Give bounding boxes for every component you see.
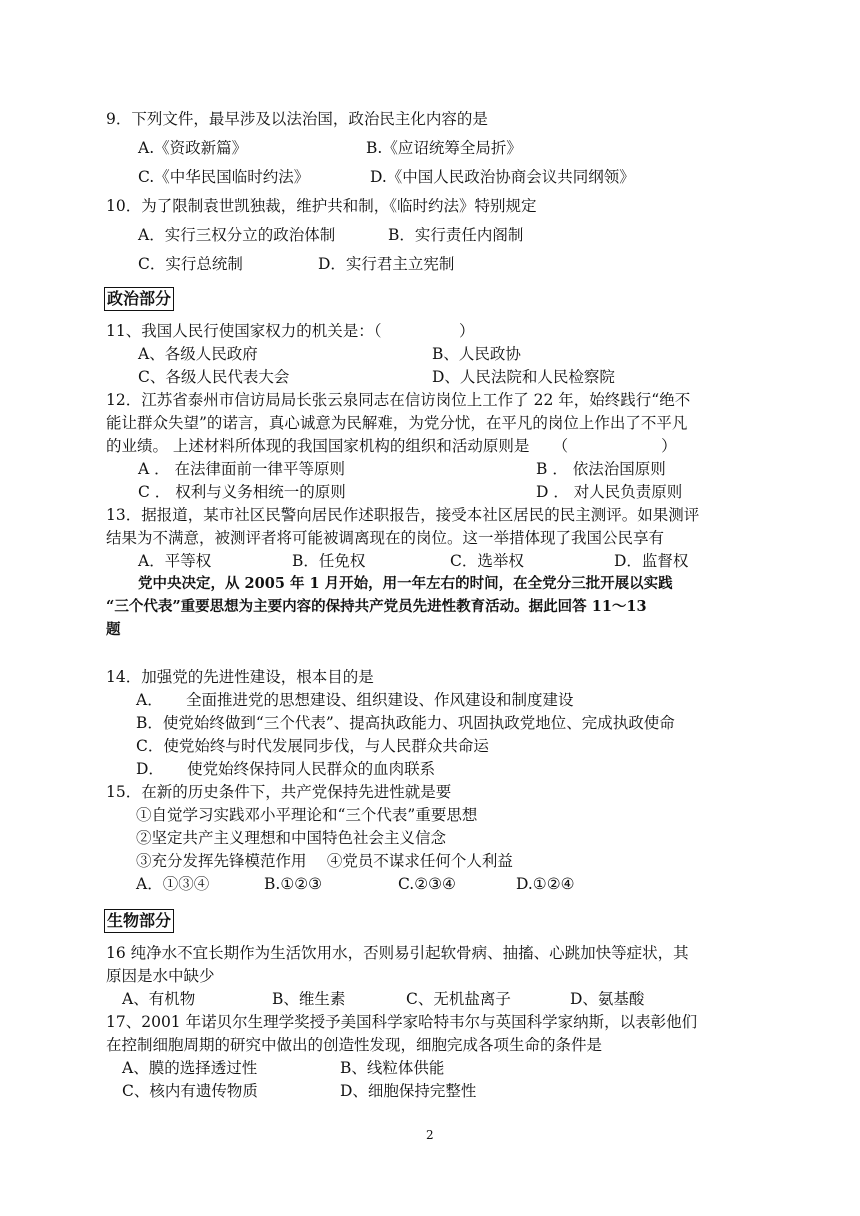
q17-option-a: A、膜的选择透过性 bbox=[122, 1059, 258, 1077]
q10-option-a: A．实行三权分立的政治体制 bbox=[138, 226, 336, 244]
q10-option-c: C．实行总统制 bbox=[138, 255, 243, 273]
page-number: 2 bbox=[426, 1128, 434, 1142]
q12-line-2: 能让群众失望”的诺言，真心诚意为民解难，为党分忧，在平凡的岗位上作出了不平凡 bbox=[106, 414, 688, 432]
q10-option-b: B．实行责任内阁制 bbox=[388, 226, 524, 244]
q13-option-d: D．监督权 bbox=[614, 552, 689, 570]
q15-statement-1: ①自觉学习实践邓小平理论和“三个代表”重要思想 bbox=[136, 806, 478, 824]
q12-option-b: B ． 依法治国原则 bbox=[536, 460, 666, 478]
q13-option-b: B．任免权 bbox=[292, 552, 366, 570]
q14-option-a: A． 全面推进党的思想建设、组织建设、作风建设和制度建设 bbox=[136, 691, 574, 709]
q15-option-b: B.①②③ bbox=[264, 875, 323, 893]
q15-option-c: C.②③④ bbox=[398, 875, 456, 893]
q16-line-2: 原因是水中缺少 bbox=[106, 967, 215, 985]
context-line-1: 党中央决定，从 2005 年 1 月开始，用一年左右的时间，在全党分三批开展以实践 bbox=[138, 575, 673, 592]
q15-option-d: D.①②④ bbox=[516, 875, 575, 893]
context-line-3: 题 bbox=[106, 621, 121, 638]
q9-option-c: C.《中华民国临时约法》 bbox=[138, 168, 310, 186]
q12-option-d: D ． 对人民负责原则 bbox=[536, 483, 683, 501]
q13-line-2: 结果为不满意，被测评者将可能被调离现在的岗位。这一举措体现了我国公民享有 bbox=[106, 529, 665, 547]
q9-stem: 9．下列文件，最早涉及以法治国，政治民主化内容的是 bbox=[106, 110, 488, 128]
context-line-2: “三个代表”重要思想为主要内容的保持共产党员先进性教育活动。据此回答 11～13 bbox=[106, 598, 647, 615]
q16-option-a: A、有机物 bbox=[122, 990, 196, 1008]
q13-line-1: 13．据报道，某市社区民警向居民作述职报告，接受本社区居民的民主测评。如果测评 bbox=[106, 506, 700, 524]
q15-statement-2: ②坚定共产主义理想和中国特色社会主义信念 bbox=[136, 829, 447, 847]
q9-option-a: A.《资政新篇》 bbox=[138, 139, 248, 157]
q14-option-d: D． 使党始终保持同人民群众的血肉联系 bbox=[136, 760, 436, 778]
q16-option-b: B、维生素 bbox=[272, 990, 346, 1008]
q16-option-d: D、氨基酸 bbox=[570, 990, 645, 1008]
q17-line-2: 在控制细胞周期的研究中做出的创造性发现，细胞完成各项生命的条件是 bbox=[106, 1036, 603, 1054]
q12-line-3: 的业绩。 上述材料所体现的我国国家机构的组织和活动原则是 （ ） bbox=[106, 437, 677, 455]
q16-line-1: 16 纯净水不宜长期作为生活饮用水，否则易引起软骨病、抽搐、心跳加快等症状，其 bbox=[106, 944, 689, 962]
q17-line-1: 17、2001 年诺贝尔生理学奖授予美国科学家哈特韦尔与英国科学家纳斯，以表彰他们 bbox=[106, 1013, 698, 1031]
q14-option-b: B．使党始终做到“三个代表”、提高执政能力、巩固执政党地位、完成执政使命 bbox=[136, 714, 675, 732]
q17-option-c: C、核内有遗传物质 bbox=[122, 1082, 258, 1100]
section-heading-politics: 政治部分 bbox=[104, 287, 174, 311]
q16-option-c: C、无机盐离子 bbox=[406, 990, 511, 1008]
q12-option-c: C ． 权利与义务相统一的原则 bbox=[138, 483, 346, 501]
q10-option-d: D．实行君主立宪制 bbox=[318, 255, 455, 273]
q9-option-d: D.《中国人民政治协商会议共同纲领》 bbox=[370, 168, 635, 186]
q17-option-b: B、线粒体供能 bbox=[340, 1059, 445, 1077]
q9-option-b: B.《应诏统筹全局折》 bbox=[366, 139, 522, 157]
q13-option-a: A．平等权 bbox=[138, 552, 212, 570]
section-heading-biology: 生物部分 bbox=[104, 909, 174, 933]
q10-stem: 10．为了限制袁世凯独裁，维护共和制，《临时约法》特别规定 bbox=[106, 197, 537, 215]
q11-option-c: C、各级人民代表大会 bbox=[138, 368, 290, 386]
q11-stem: 11、我国人民行使国家权力的机关是：（ ） bbox=[106, 322, 475, 340]
q14-stem: 14．加强党的先进性建设，根本目的是 bbox=[106, 668, 374, 686]
q15-stem: 15．在新的历史条件下，共产党保持先进性就是要 bbox=[106, 783, 452, 801]
q15-statement-3: ③充分发挥先锋模范作用 ④党员不谋求任何个人利益 bbox=[136, 852, 513, 870]
q15-option-a: A．①③④ bbox=[136, 875, 210, 893]
q11-option-d: D、人民法院和人民检察院 bbox=[432, 368, 615, 386]
q13-option-c: C．选举权 bbox=[450, 552, 524, 570]
q11-option-a: A、各级人民政府 bbox=[138, 345, 258, 363]
q11-option-b: B、人民政协 bbox=[432, 345, 521, 363]
q17-option-d: D、细胞保持完整性 bbox=[340, 1082, 477, 1100]
q14-option-c: C．使党始终与时代发展同步伐，与人民群众共命运 bbox=[136, 737, 489, 755]
q12-line-1: 12．江苏省泰州市信访局局长张云泉同志在信访岗位上工作了 22 年，始终践行“绝不 bbox=[106, 391, 691, 409]
q12-option-a: A ． 在法律面前一律平等原则 bbox=[138, 460, 346, 478]
